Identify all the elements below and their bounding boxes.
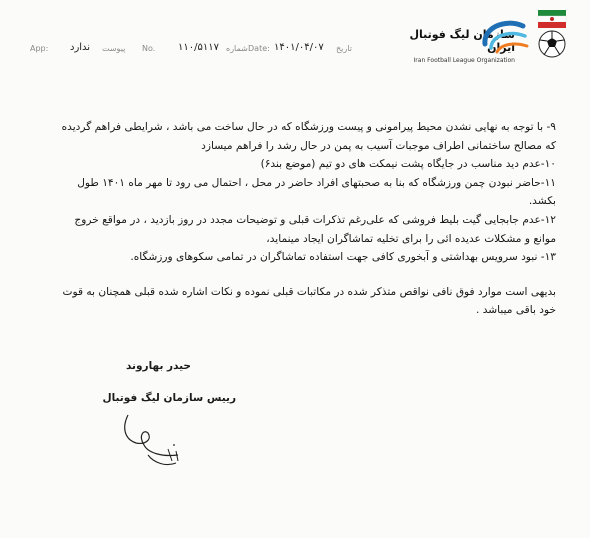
date-label-en: Date: xyxy=(248,44,270,53)
item-9: ۹- با توجه به نهایی نشدن محیط پیرامونی و پیست ورزشگاه که در حال ساخت می باشد ، شرایطی فراهم گردیده که مصالح ساختمانی اطراف موجبات آسیب به پمن در حال رشد را فراهم میسازد xyxy=(61,121,556,152)
federation-emblem-icon xyxy=(535,8,569,62)
org-name-fa: سازمان لیگ فوتبال ایران xyxy=(409,28,515,54)
letter-body xyxy=(58,118,556,320)
league-logo-icon xyxy=(477,14,537,60)
attachment-label: پیوست xyxy=(102,44,126,53)
number-label: شماره xyxy=(226,44,248,53)
app-label: App: xyxy=(30,44,49,53)
no-label: No. xyxy=(142,44,156,53)
signature-block xyxy=(96,360,236,404)
item-11: ۱۱-حاضر نبودن چمن ورزشگاه که بنا به صحبتهای افراد حاضر در محل ، احتمال می رود تا مهر ماه ۱۴۰۱ طول بکشد. xyxy=(77,176,556,208)
letter-meta xyxy=(30,42,360,60)
item-10: ۱۰-عدم دید مناسب در جایگاه پشت نیمکت های دو تیم (موضع بند۶) xyxy=(260,158,556,171)
item-13: ۱۳- نبود سرویس بهداشتی و آبخوری کافی جهت استفاده تماشاگران در تمامی سکوهای ورزشگاه. xyxy=(130,251,556,264)
signer-title: رییس سازمان لیگ فوتبال xyxy=(102,392,236,404)
letter-number: ۱۱۰/۵۱۱۷ xyxy=(178,42,219,53)
closing-paragraph: بدیهی است موارد فوق نافی نواقص متذکر شده در مکاتبات قبلی نموده و نکات اشاره شده قبلی همچنان به قوت خود باقی میباشد . xyxy=(62,285,556,317)
item-12: ۱۲-عدم جابجایی گیت بلیط فروشی که علی‌رغم تذکرات قبلی و توضیحات مجدد در روز بازدید ، در مواقع خروج موانع و مشکلات عدیده ائی را برای تخلیه تماشاگران ایجاد مینماید، xyxy=(74,213,556,245)
handwritten-signature-icon xyxy=(118,405,208,475)
letter-date: ۱۴۰۱/۰۴/۰۷ xyxy=(274,42,324,53)
attachment-value: ندارد xyxy=(70,42,91,53)
letterhead xyxy=(0,0,590,70)
signer-name: حیدر بهاروند xyxy=(125,360,191,372)
org-name-en: Iran Football League Organization xyxy=(413,57,515,64)
date-label-fa: تاریخ xyxy=(336,44,352,53)
